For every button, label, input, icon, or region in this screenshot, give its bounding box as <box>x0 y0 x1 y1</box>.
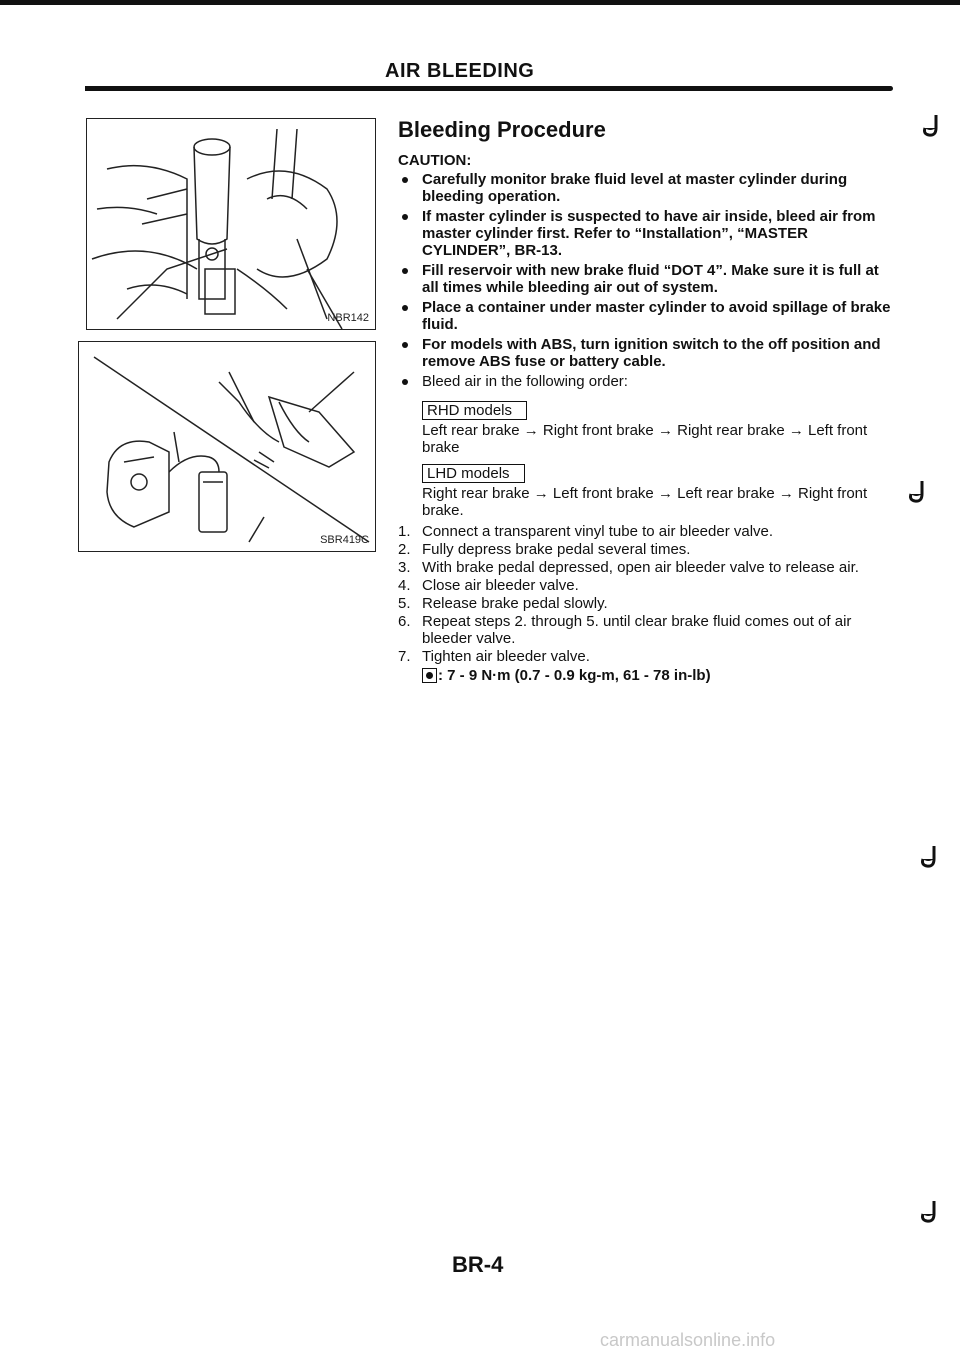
revision-check-icon <box>920 1200 942 1226</box>
step-item: 5. Release brake pedal slowly. <box>398 595 608 612</box>
step-item: 2. Fully depress brake pedal several times. <box>398 541 691 558</box>
order-intro: Bleed air in the following order: <box>398 373 898 390</box>
brake-caliper-bleeder-illustration <box>79 342 377 553</box>
master-cylinder-illustration <box>87 119 377 331</box>
lhd-models-label: LHD models <box>422 464 525 483</box>
caution-list <box>398 171 898 390</box>
caution-item: Place a container under master cylinder to avoid spillage of brake fluid. <box>398 299 898 333</box>
rhd-models-label: RHD models <box>422 401 527 420</box>
figure-caliper-bleeder <box>78 341 376 552</box>
torque-spec: : 7 - 9 N·m (0.7 - 0.9 kg-m, 61 - 78 in-lb) <box>422 667 898 684</box>
page-title: AIR BLEEDING <box>385 60 535 82</box>
revision-check-icon <box>908 480 930 504</box>
footer-watermark: carmanualsonline.info <box>600 1330 776 1350</box>
figure-code: SBR419C <box>320 534 369 546</box>
step-item: 6. Repeat steps 2. through 5. until clear brake fluid comes out of air bleeder valve. <box>398 613 852 647</box>
step-item: 4. Close air bleeder valve. <box>398 577 579 594</box>
lhd-sequence: Right rear brake → Left front brake → Left rear brake → Right front brake. <box>422 485 868 519</box>
caution-item: If master cylinder is suspected to have air inside, bleed air from master cylinder first. Refer to “Installation”, “MASTER CYLINDER”, BR-13. <box>398 208 898 259</box>
figure-master-cylinder <box>86 118 376 330</box>
caution-item: For models with ABS, turn ignition switch to the off position and remove ABS fuse or battery cable. <box>398 336 898 370</box>
page-number: BR-4 <box>452 1252 504 1277</box>
step-item: 1. Connect a transparent vinyl tube to air bleeder valve. <box>398 523 774 540</box>
caution-item: Carefully monitor brake fluid level at master cylinder during bleeding operation. <box>398 171 898 205</box>
revision-check-icon <box>920 845 942 869</box>
top-rule <box>0 0 960 5</box>
figure-code: NBR142 <box>327 312 369 324</box>
section-heading: Bleeding Procedure <box>398 117 606 142</box>
steps-list <box>398 523 898 665</box>
title-rule <box>85 86 893 91</box>
caution-label: CAUTION: <box>398 152 472 169</box>
caution-item: Fill reservoir with new brake fluid “DOT 4”. Make sure it is full at all times while bleeding air out of system. <box>398 262 898 296</box>
step-item: 7. Tighten air bleeder valve. <box>398 648 590 665</box>
torque-wrench-icon <box>422 668 437 683</box>
revision-check-icon <box>922 114 944 138</box>
step-item: 3. With brake pedal depressed, open air bleeder valve to release air. <box>398 559 859 576</box>
procedure-content <box>398 110 898 684</box>
rhd-sequence: Left rear brake → Right front brake → Right rear brake → Left front brake <box>422 422 868 456</box>
